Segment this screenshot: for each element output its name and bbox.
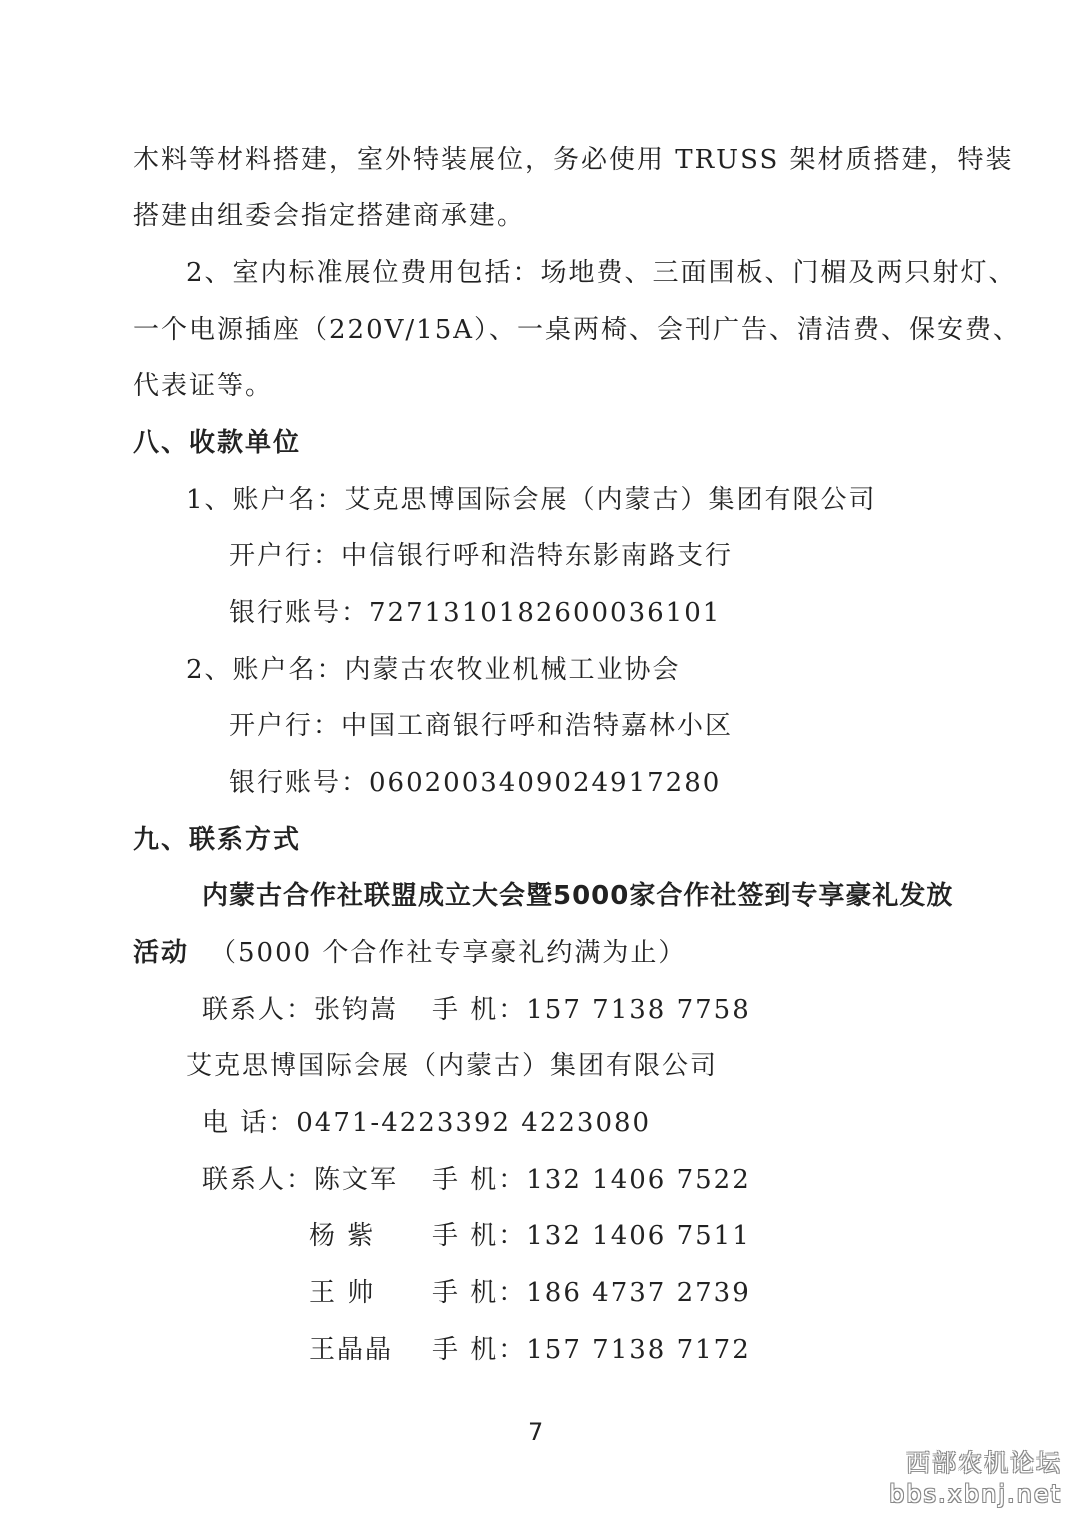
contact-person: 杨 紫 (309, 1221, 376, 1251)
watermark-text: 西部农机论坛 (906, 1449, 1062, 1477)
contact-person: 联系人：陈文军 (202, 1165, 399, 1195)
event-title-end: 活动 (133, 938, 190, 968)
contact-phone: 手 机：157 7138 7758 (432, 995, 751, 1025)
page-number: 7 (528, 1418, 544, 1446)
event-title: 内蒙古合作社联盟成立大会暨5000家合作社签到专享豪礼发放 (202, 881, 954, 911)
paragraph-line: 搭建由组委会指定搭建商承建。 (133, 201, 526, 231)
paragraph-line: 代表证等。 (133, 371, 274, 401)
contact-phone: 手 机：157 7138 7172 (432, 1335, 751, 1365)
bank-name: 开户行：中国工商银行呼和浩特嘉林小区 (229, 711, 734, 741)
contact-phone: 手 机：132 1406 7511 (432, 1221, 751, 1251)
paragraph-line: 木料等材料搭建，室外特装展位，务必使用 TRUSS 架材质搭建，特装 (133, 145, 1014, 175)
contact-person: 王晶晶 (309, 1335, 394, 1365)
watermark-url: bbs.xbnj.net (889, 1480, 1062, 1508)
contact-phone: 手 机：186 4737 2739 (432, 1278, 751, 1308)
account-name: 1、账户名：艾克思博国际会展（内蒙古）集团有限公司 (186, 485, 877, 515)
account-number: 银行账号：0602003409024917280 (229, 768, 722, 798)
section-heading: 八、收款单位 (133, 428, 302, 458)
account-number: 银行账号：7271310182600036101 (229, 598, 722, 628)
section-heading: 九、联系方式 (133, 825, 302, 855)
paragraph-line: 一个电源插座（220V/15A）、一桌两椅、会刊广告、清洁费、保安费、 (133, 315, 1022, 345)
bank-name: 开户行：中信银行呼和浩特东影南路支行 (229, 541, 734, 571)
company-name: 艾克思博国际会展（内蒙古）集团有限公司 (186, 1051, 719, 1081)
event-note: （5000 个合作社专享豪礼约满为止） (210, 938, 687, 968)
account-name: 2、账户名：内蒙古农牧业机械工业协会 (186, 655, 681, 685)
contact-person: 王 帅 (309, 1278, 376, 1308)
contact-phone: 手 机：132 1406 7522 (432, 1165, 751, 1195)
paragraph-line: 2、室内标准展位费用包括：场地费、三面围板、门楣及两只射灯、 (186, 258, 1017, 288)
contact-person: 联系人：张钧嵩 (202, 995, 399, 1025)
company-telephone: 电 话：0471-4223392 4223080 (202, 1108, 652, 1138)
